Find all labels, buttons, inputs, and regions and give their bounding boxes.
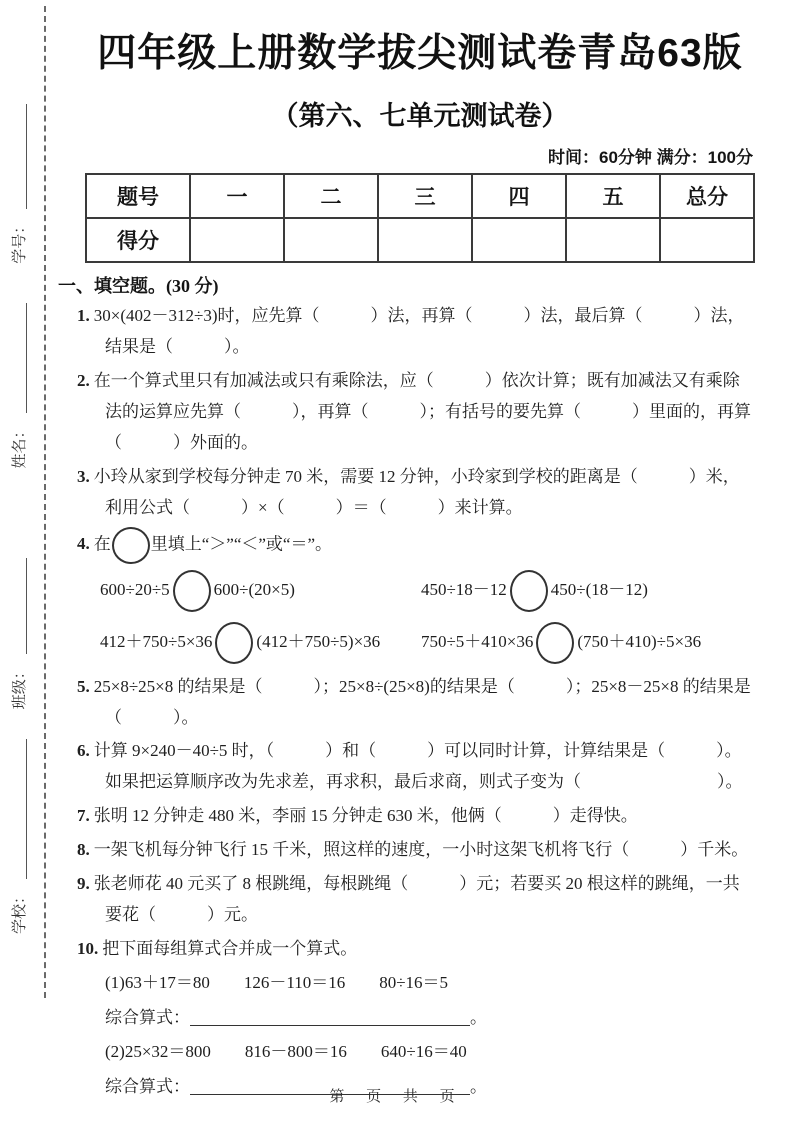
question-text: 里填上“＞”“＜”或“＝”。: [150, 533, 333, 553]
question-number: 4.: [77, 533, 90, 553]
section-heading: 一、填空题。(30 分): [58, 276, 219, 296]
comparison-circle: [112, 527, 150, 564]
question-4: [77, 527, 755, 564]
question-number: 1.: [77, 306, 90, 325]
question-text: 30×(402－312÷3)时，应先算（ ）法，再算（ ）法，最后算（ ）法，结果是（ ）。: [93, 306, 745, 356]
student-info-fields: [8, 52, 29, 1002]
question-number: 2.: [77, 370, 90, 390]
question-2: [77, 366, 755, 459]
comparison-circle: [536, 622, 574, 664]
name-field: [8, 303, 29, 468]
question-10-group-1: (1)63＋17＝80 126－110＝16 80÷16＝5: [105, 973, 449, 992]
class-field: [8, 558, 29, 709]
question-10-answer-1: [105, 1003, 755, 1034]
question-text: 计算 9×240－40÷5 时，（ ）和（ ）可以同时计算，计算结果是（ ）。如果把运算顺序改为先求差，再求积，最后求商，则式子变为（ ）。: [93, 741, 743, 792]
question-text: 在: [93, 533, 111, 553]
expression-left: 750÷5＋410×36: [420, 631, 534, 651]
question-7: [77, 801, 755, 832]
score-table-cell: 一: [190, 174, 284, 218]
question-text: 把下面每组算式合并成一个算式。: [102, 939, 358, 959]
score-cell-empty: [472, 218, 566, 262]
score-table-score-row: [86, 218, 754, 262]
question-number: 10.: [77, 939, 99, 959]
score-cell-empty: [378, 218, 472, 262]
question-number: 5.: [77, 676, 90, 696]
question-text: 张明 12 分钟走 480 米，李丽 15 分钟走 630 米，他俩（ ）走得快。: [93, 806, 638, 826]
school-blank-line: [26, 739, 27, 879]
score-table: [85, 173, 755, 263]
expression-right: 600÷(20×5): [213, 579, 295, 599]
score-table-cell: 二: [284, 174, 378, 218]
score-table-cell: 三: [378, 174, 472, 218]
question-number: 6.: [77, 741, 90, 761]
comparison-item: [421, 622, 755, 664]
question-6: [77, 736, 755, 798]
question-4-comparisons: [100, 570, 755, 664]
score-table-cell: 五: [566, 174, 660, 218]
question-5: [77, 672, 755, 734]
question-10-group-2: (2)25×32＝800 816－800＝16 640÷16＝40: [105, 1042, 467, 1062]
answer-label: 综合算式：: [105, 1076, 190, 1096]
question-number: 7.: [77, 806, 90, 826]
score-cell-empty: [566, 218, 660, 262]
question-text: 25×8÷25×8 的结果是（ ）；25×8÷(25×8)的结果是（ ）；25×8－25×8 的结果是（ ）。: [93, 676, 751, 727]
answer-blank-line: [190, 1025, 470, 1026]
question-text: 在一个算式里只有加减法或只有乘除法，应（ ）依次计算；既有加减法又有乘除法的运算应先算（ ），再算（ ）；有括号的要先算（ ）里面的，再算（ ）外面的。: [93, 370, 751, 452]
score-table-cell: 四: [472, 174, 566, 218]
student-id-label: 学号：: [12, 218, 28, 264]
comparison-item: [421, 570, 755, 612]
question-number: 8.: [77, 840, 90, 860]
answer-suffix: 。: [470, 1007, 487, 1027]
fold-dashed-line: [44, 6, 46, 998]
question-text: 张老师花 40 元买了 8 根跳绳，每根跳绳（ ）元；若要买 20 根这样的跳绳，一共要花（ ）元。: [93, 874, 740, 925]
class-label: 班级：: [12, 664, 28, 710]
score-cell-empty: [190, 218, 284, 262]
question-text: 一架飞机每分钟飞行 15 千米，照这样的速度，一小时这架飞机将飞行（ ）千米。: [93, 840, 749, 860]
question-1: [77, 301, 755, 363]
question-3: [77, 462, 755, 524]
comparison-circle: [173, 570, 211, 612]
answer-label: 综合算式：: [105, 1007, 190, 1027]
expression-left: 600÷20÷5: [100, 579, 170, 599]
school-label: 学校：: [12, 888, 28, 934]
score-cell-empty: [660, 218, 754, 262]
comparison-circle: [215, 622, 253, 664]
score-row-label: 得分: [86, 218, 190, 262]
question-number: 9.: [77, 874, 90, 894]
name-label: 姓名：: [12, 423, 28, 469]
class-blank-line: [26, 558, 27, 654]
student-id-field: [8, 104, 29, 264]
paper-content: [58, 20, 755, 1106]
score-table-header-row: [86, 174, 754, 218]
comparison-item: [100, 570, 421, 612]
expression-right: 450÷(18－12): [550, 579, 648, 599]
name-blank-line: [26, 303, 27, 413]
question-8: [77, 835, 755, 866]
page-subtitle: （第六、七单元测试卷）: [271, 101, 569, 131]
score-table-cell: 题号: [86, 174, 190, 218]
question-text: 小玲从家到学校每分钟走 70 米，需要 12 分钟，小玲家到学校的距离是（ ）米，利用公式（ ）×（ ）＝（ ）来计算。: [93, 466, 740, 517]
paper-header: [85, 22, 755, 263]
page-footer: 第 页 共 页: [329, 1089, 464, 1105]
answer-suffix: 。: [470, 1076, 487, 1096]
comparison-circle: [510, 570, 548, 612]
page-title: 四年级上册数学拔尖测试卷青岛63版: [97, 32, 743, 75]
student-id-blank-line: [26, 104, 27, 209]
question-number: 3.: [77, 466, 90, 486]
exam-meta: 时间：60分钟 满分：100分: [548, 148, 753, 167]
expression-left: 450÷18－12: [420, 579, 507, 599]
question-10: [77, 934, 755, 965]
score-table-cell: 总分: [660, 174, 754, 218]
question-9: [77, 869, 755, 931]
score-cell-empty: [284, 218, 378, 262]
school-field: [8, 739, 29, 934]
expression-right: (750＋410)÷5×36: [577, 631, 702, 651]
comparison-item: [100, 622, 421, 664]
expression-right: (412＋750÷5)×36: [256, 631, 381, 651]
expression-left: 412＋750÷5×36: [100, 631, 213, 651]
